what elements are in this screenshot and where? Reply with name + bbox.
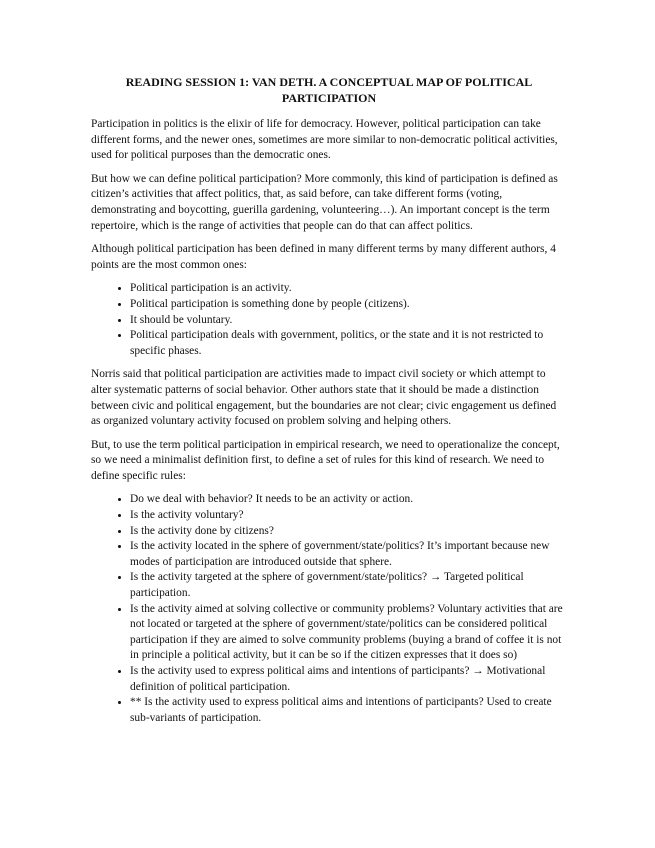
list-item: • Political participation deals with government, politics, or the state and it is not restricted to specific phases. [130,328,567,359]
paragraph: But how we can define political participation? More commonly, this kind of participation is defined as citizen’s activities that affect politics, that, as said before, can take different forms (voting, demonstrating and boycotting, guerilla gardening, volunteering…). An important concept is the term repertoire, which is the range of activities that people can do that can affect politics. [91,172,558,232]
list-item: • Is the activity used to express political aims and intentions of participants? → Motivational definition of political participation. [130,664,567,695]
common-points-list [91,281,567,359]
rules-list [91,492,567,726]
list-item: • Is the activity done by citizens? [130,524,567,540]
document-page [91,74,567,734]
list-item: • It should be voluntary. [130,313,567,329]
list-item: • Do we deal with behavior? It needs to be an activity or action. [130,492,567,508]
list-item: • Is the activity voluntary? [130,508,567,524]
document-title: READING SESSION 1: VAN DETH. A CONCEPTUAL MAP OF POLITICAL PARTICIPATION [125,75,533,105]
paragraph: Although political participation has been defined in many different terms by many different authors, 4 points are the most common ones: [91,243,556,271]
list-item: • Political participation is an activity. [130,281,567,297]
list-item: • Is the activity aimed at solving collective or community problems? Voluntary activities that are not located or targeted at the sphere of government/state/politics can be considered political participation if they are aimed to solve community problems (buying a brand of coffee it is not in principle a political activity, but it can be so if the citizen expresses that it does so) [130,602,567,664]
list-item: • Political participation is something done by people (citizens). [130,297,567,313]
list-item: • ** Is the activity used to express political aims and intentions of participants? Used to create sub-variants of participation. [130,695,567,726]
paragraph: But, to use the term political participation in empirical research, we need to operationalize the concept, so we need a minimalist definition first, to define a set of rules for this kind of research. We need to define specific rules: [91,438,560,482]
paragraph: Norris said that political participation are activities made to impact civil society or which attempt to alter systematic patterns of social behavior. Other authors state that it should be made a distinction between civic and political engagement, but the boundaries are not clear; civic engagement us defined as organized voluntary activity focused on problem solving and helping others. [91,368,557,428]
list-item: • Is the activity located in the sphere of government/state/politics? It’s important because new modes of participation are introduced outside that sphere. [130,539,567,570]
paragraph: Participation in politics is the elixir of life for democracy. However, political participation can take different forms, and the newer ones, sometimes are more similar to non-democratic political activities, used for political purposes than the democratic ones. [91,118,558,162]
list-item: • Is the activity targeted at the sphere of government/state/politics? → Targeted political participation. [130,570,567,601]
